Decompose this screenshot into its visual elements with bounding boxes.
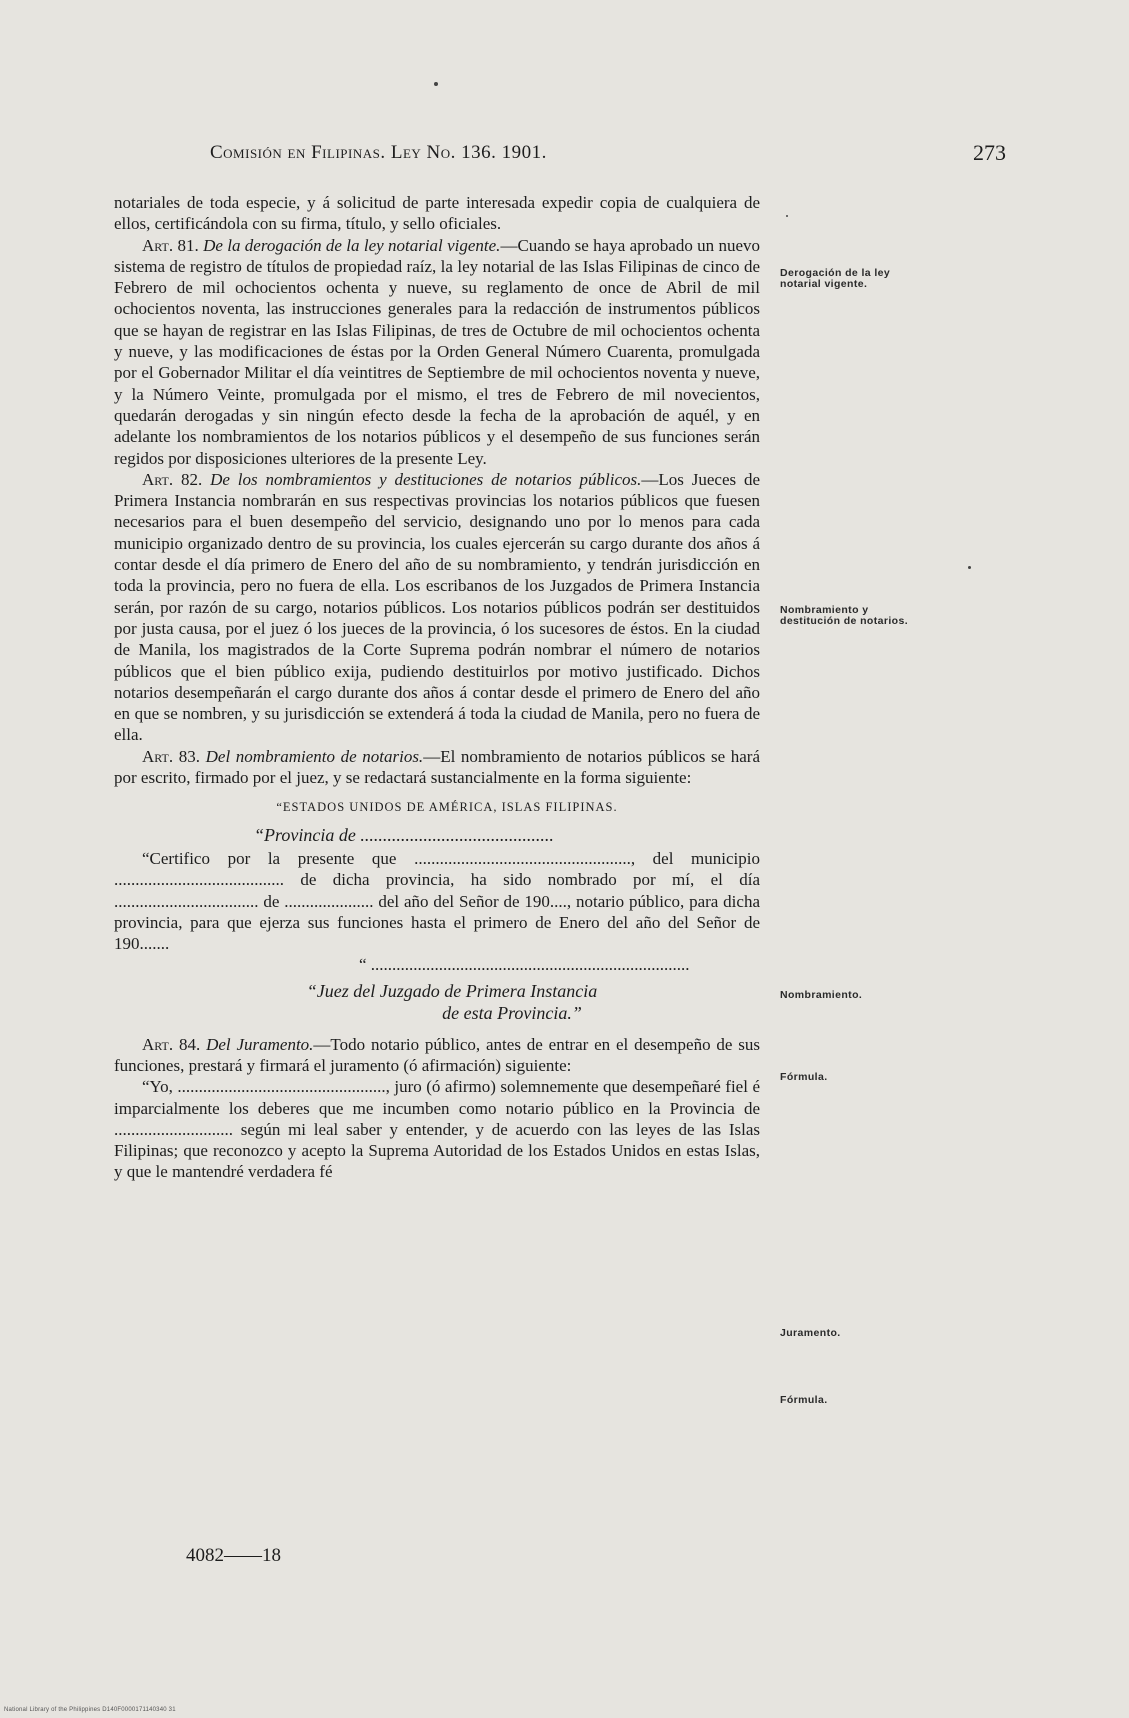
article-82-title: De los nombramientos y destituciones de notarios públicos. [210, 469, 642, 489]
form-judge-line-2: de esta Provincia.” [442, 1002, 582, 1023]
margin-note-formula-2: Fórmula. [780, 1394, 828, 1406]
margin-note-art82: Nombramiento y destitución de notarios. [780, 604, 909, 627]
paper-speck [434, 82, 438, 86]
article-83-title: Del nombramiento de notarios. [205, 746, 424, 766]
intro-paragraph: notariales de toda especie, y á solicitud de parte interesada expedir copia de cualquiera de ellos, certificándola con su firma, título, y sello oficiales. [114, 193, 760, 234]
article-81-number: Art. 81. [142, 235, 199, 255]
article-84-title: Del Juramento. [206, 1034, 314, 1054]
article-82-number: Art. 82. [142, 469, 203, 489]
form-province: “Provincia de ........................................... [254, 824, 554, 845]
article-84-number: Art. 84. [142, 1034, 201, 1054]
article-84 [114, 1034, 760, 1077]
article-83-number: Art. 83. [142, 746, 201, 766]
margin-note-formula-1: Fórmula. [780, 1071, 828, 1083]
paper-speck [968, 566, 971, 569]
form-heading: “ESTADOS UNIDOS DE AMÉRICA, ISLAS FILIPINAS. [276, 800, 618, 815]
article-84-text: —Todo notario público, antes de entrar en el desempeño de sus funciones, prestará y firmará el juramento (ó afirmación) siguiente: [114, 1034, 761, 1075]
article-82 [114, 469, 760, 746]
form-judge-line-1: “Juez del Juzgado de Primera Instancia [306, 980, 598, 1001]
margin-note-art84: Juramento. [780, 1327, 841, 1339]
running-title: Comisión en Filipinas. Ley No. 136. 1901. [210, 142, 547, 163]
article-81-title: De la derogación de la ley notarial vigente. [203, 235, 501, 255]
article-83-text: —El nombramiento de notarios públicos se hará por escrito, firmado por el juez, y se redactará sustancialmente en la forma siguiente: [114, 746, 760, 788]
signature-code: 4082——18 [186, 1545, 281, 1566]
article-81 [114, 235, 760, 469]
form-text: “Certifico por la presente que ..................................................., del municipio ........................................ de dicha provincia, ha sido nombrado por mí, el día .................................. de ..................... del año del Señor de 190...., notario público, para dicha provincia, para que ejerza sus funciones hasta el primero de Enero del año del Señor de 190....... [114, 848, 760, 954]
form-signature-line: “ ........................................................................... [359, 955, 690, 975]
body-text [114, 192, 760, 1183]
paper-speck [786, 215, 788, 217]
archive-credit: National Library of the Philippines D140F0000171140340 31 [4, 1707, 176, 1713]
page-header [210, 142, 1010, 168]
form-judge [114, 980, 760, 1024]
page-number: 273 [973, 140, 1006, 165]
margin-note-art81: Derogación de la ley notarial vigente. [780, 267, 891, 290]
article-81-text: —Cuando se haya aprobado un nuevo sistema de registro de títulos de propiedad raíz, la ley notarial de las Islas Filipinas de cinco de Febrero de mil ochocientos ochenta y nueve, su reglamento de once de Abril de mil ochocientos noventa, las instrucciones generales para la redacción de instrumentos públicos que se hayan de registrar en las Islas Filipinas, de tres de Octubre de mil ochocientos ochenta y nueve, y las modificaciones de éstas por la Orden General Número Cuarenta, promulgada por el Gobernador Militar el día veintitres de Septiembre de mil ochocientos noventa y nueve, y la Número Veinte, promulgada por el mismo, el tres de Febrero de mil novecientos, quedarán derogadas y sin ningún efecto desde la fecha de la aprobación de aquél, y en adelante los nombramientos de los notarios públicos y el desempeño de sus funciones serán regidos por disposiciones ulteriores de la presente Ley. [114, 235, 761, 468]
oath-text: “Yo, ................................................., juro (ó afirmo) solemnemente que desempeñaré fiel é imparcialmente los deberes que me incumben como notario público en la Provincia de ............................ según mi leal saber y entender, y de acuerdo con las leyes de las Islas Filipinas; que reconozco y acepto la Suprema Autoridad de los Estados Unidos en estas Islas, y que le mantendré verdadera fé [114, 1077, 760, 1182]
article-83 [114, 746, 760, 789]
article-82-text: —Los Jueces de Primera Instancia nombrarán en sus respectivas provincias los notarios públicos que fuesen necesarios para el buen desempeño del servicio, designando uno por lo menos para cada municipio organizado dentro de su provincia, los cuales ejercerán su cargo durante dos años á contar desde el día primero de Enero del año de su nombramiento, y tendrán jurisdicción en toda la provincia, pero no fuera de ella. Los escribanos de los Juzgados de Primera Instancia serán, por razón de su cargo, notarios públicos. Los notarios públicos podrán ser destituidos por justa causa, por el juez ó los jueces de la provincia, ó los sucesores de éstos. En la ciudad de Manila, los magistrados de la Corte Suprema podrán nombrar el número de notarios públicos que el bien público exija, pudiendo destituirlos por motivo justificado. Dichos notarios desempeñarán el cargo durante dos años á contar desde el primero de Enero del año en que se nombren, y su jurisdicción se extenderá á toda la ciudad de Manila, pero no fuera de ella. [114, 469, 761, 745]
margin-note-art83: Nombramiento. [780, 989, 863, 1001]
